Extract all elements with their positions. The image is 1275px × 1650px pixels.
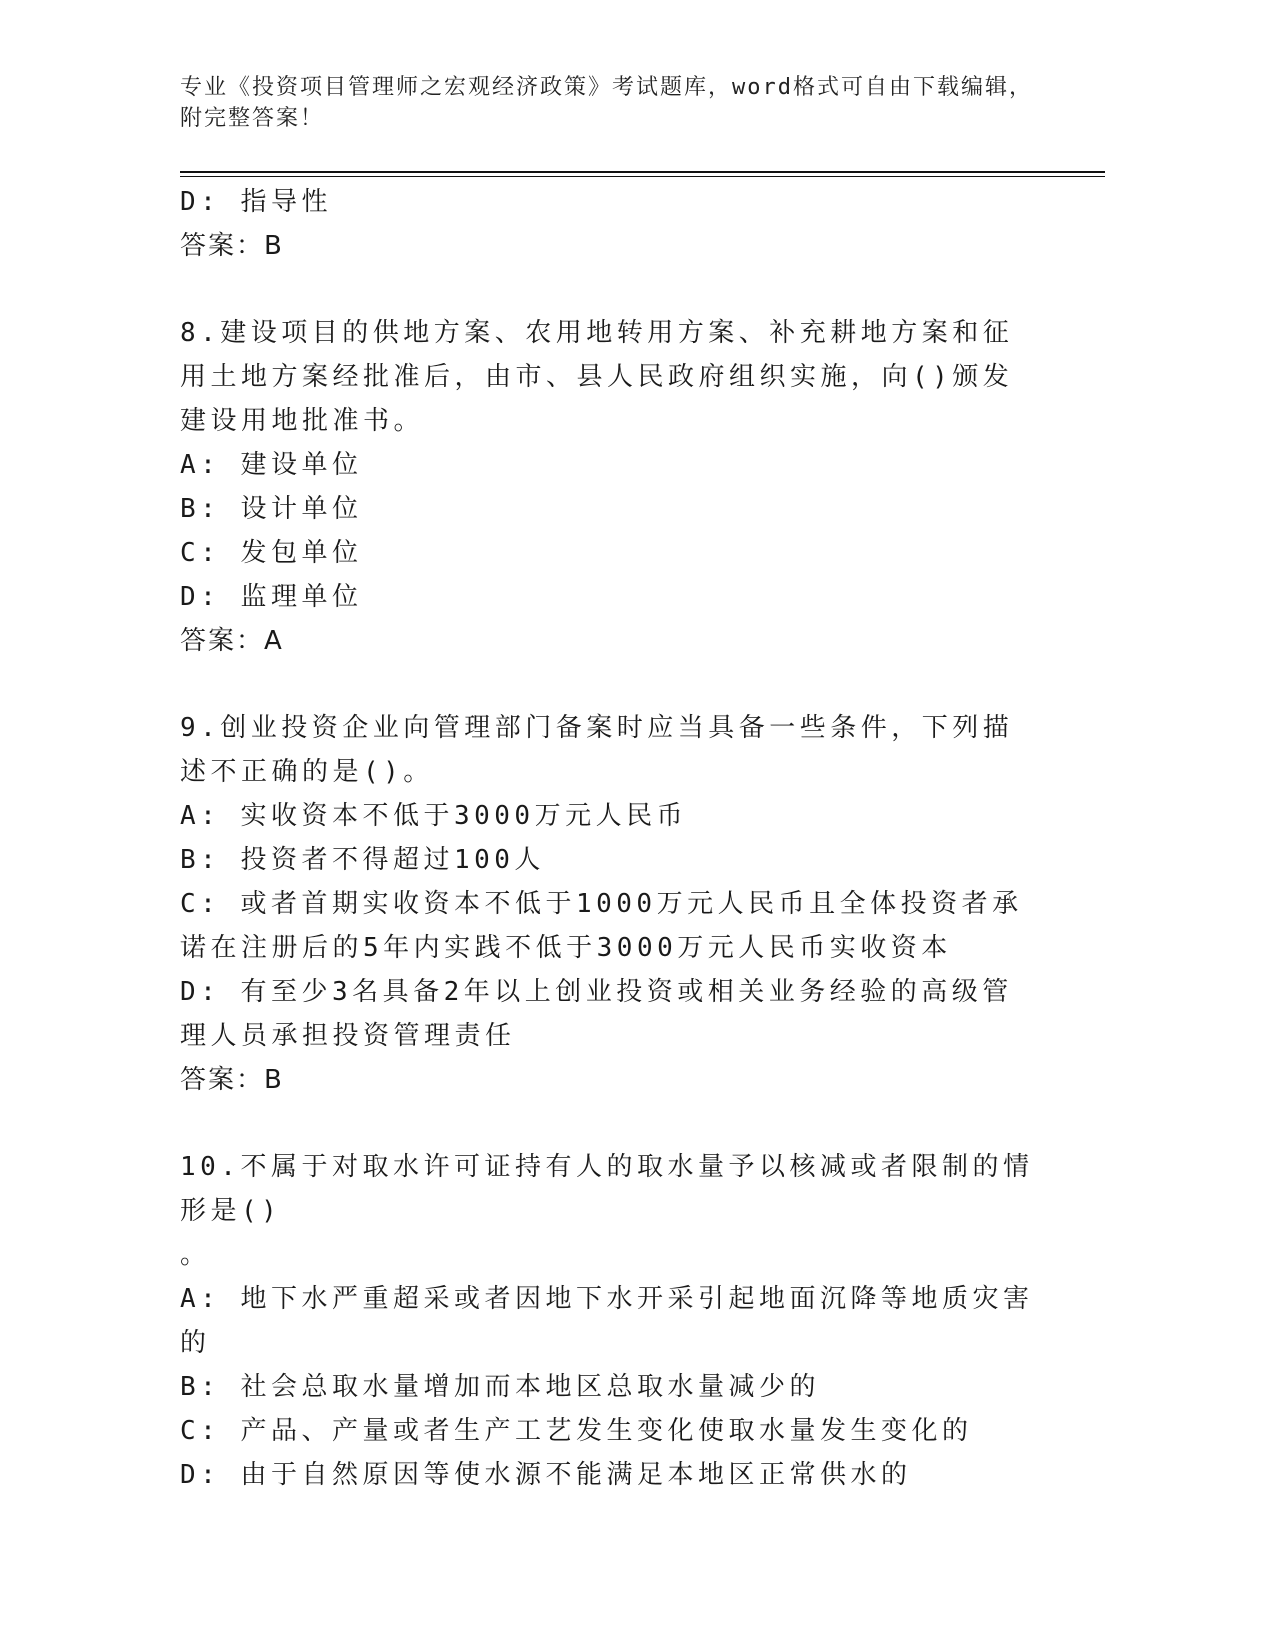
question-9-option-b: B: 投资者不得超过100人 <box>180 845 545 875</box>
question-10-option-c: C: 产品、产量或者生产工艺发生变化使取水量发生变化的 <box>180 1416 973 1446</box>
question-10-option-a: A: 地下水严重超采或者因地下水开采引起地面沉降等地质灾害的 <box>180 1284 1034 1358</box>
question-8-option-a: A: 建设单位 <box>180 450 363 480</box>
question-9-option-d: D: 有至少3名具备2年以上创业投资或相关业务经验的高级管理人员承担投资管理责任 <box>180 977 1013 1051</box>
question-10-stem-tail: 。 <box>180 1240 211 1270</box>
question-8-option-d: D: 监理单位 <box>180 582 363 612</box>
question-8-option-c: C: 发包单位 <box>180 538 363 568</box>
question-9-option-c: C: 或者首期实收资本不低于1000万元人民币且全体投资者承诺在注册后的5年内实践不低于3000万元人民币实收资本 <box>180 889 1023 963</box>
question-9-option-a: A: 实收资本不低于3000万元人民币 <box>180 801 688 831</box>
question-9-answer: 答案：B <box>180 1065 284 1095</box>
prev-option-d: D: 指导性 <box>180 187 332 217</box>
question-10-stem: 10.不属于对取水许可证持有人的取水量予以核减或者限制的情形是() <box>180 1152 1034 1226</box>
question-8-answer: 答案：A <box>180 626 284 656</box>
spacer <box>180 268 1040 311</box>
spacer <box>180 1102 1040 1145</box>
header-rule-thin <box>180 176 1105 177</box>
prev-answer: 答案：B <box>180 231 284 261</box>
question-10-option-d: D: 由于自然原因等使水源不能满足本地区正常供水的 <box>180 1460 912 1490</box>
question-8-option-b: B: 设计单位 <box>180 494 363 524</box>
spacer <box>180 663 1040 706</box>
question-9-stem: 9.创业投资企业向管理部门备案时应当具备一些条件，下列描述不正确的是()。 <box>180 713 1014 787</box>
header-rule-thick <box>180 171 1105 173</box>
question-8-stem: 8.建设项目的供地方案、农用地转用方案、补充耕地方案和征用土地方案经批准后，由市、县人民政府组织实施，向()颁发建设用地批准书。 <box>180 318 1014 436</box>
document-body <box>180 180 1040 1497</box>
page-header: 专业《投资项目管理师之宏观经济政策》考试题库，word格式可自由下载编辑，附完整答案！ <box>180 75 1033 131</box>
question-10-option-b: B: 社会总取水量增加而本地区总取水量减少的 <box>180 1372 820 1402</box>
